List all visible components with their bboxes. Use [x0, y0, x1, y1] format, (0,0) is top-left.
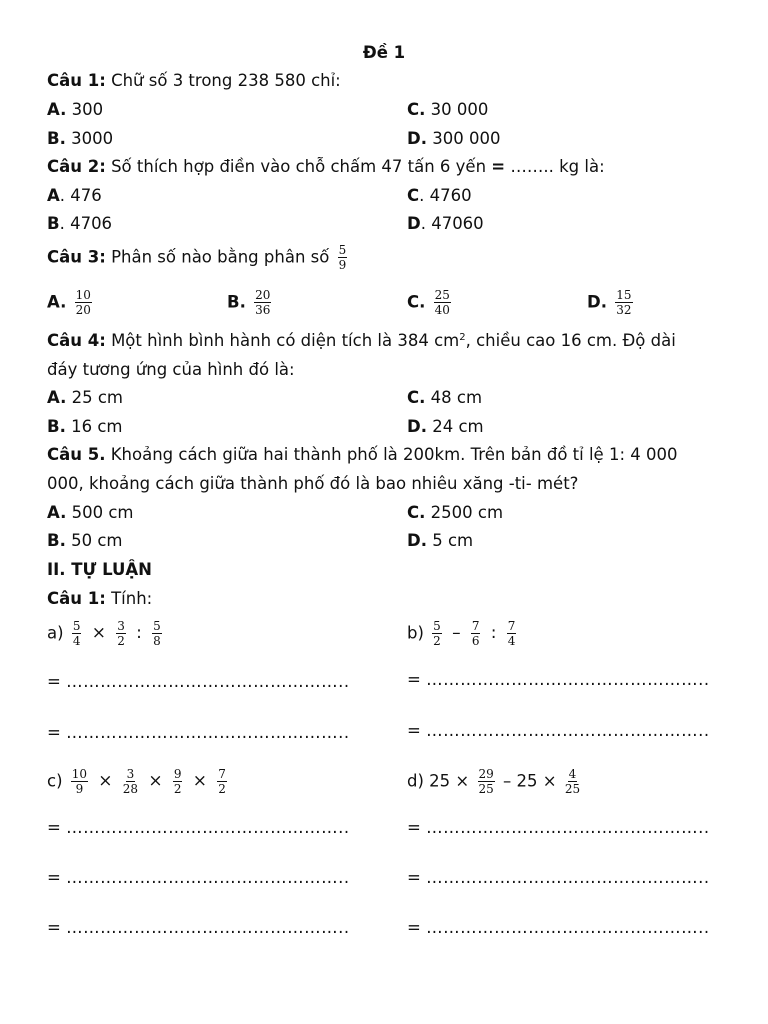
fraction — [72, 620, 82, 647]
q2-option-a — [47, 188, 102, 205]
option-letter: B. — [47, 129, 66, 148]
fraction — [478, 768, 495, 795]
option-text: 50 cm — [65, 531, 123, 550]
fraction — [338, 244, 348, 271]
option-letter: A. — [47, 388, 67, 407]
expression-label: a) — [47, 623, 64, 643]
equals-sign: = — [47, 868, 61, 887]
denominator: 20 — [75, 303, 91, 317]
numerator: 7 — [507, 619, 516, 633]
question-text: Một hình bình hành có diện tích là 384 cm — [105, 331, 460, 350]
fraction — [75, 289, 92, 316]
denominator: 2 — [433, 634, 441, 648]
option-text: 5 cm — [426, 531, 474, 550]
denominator: 4 — [72, 634, 81, 648]
denominator: 9 — [338, 258, 347, 272]
denominator: 2 — [117, 634, 125, 648]
answer-line[interactable] — [47, 870, 350, 887]
option-letter: D — [407, 214, 421, 233]
fraction — [507, 620, 517, 647]
answer-line[interactable] — [47, 920, 350, 937]
option-text: 500 cm — [66, 503, 134, 522]
q5-option-d — [407, 533, 473, 550]
denominator: 9 — [75, 782, 84, 796]
question-label: Câu 1: — [47, 71, 106, 90]
equals-sign: = — [491, 157, 506, 176]
option-letter: A. — [47, 503, 67, 522]
expression-term: 25 × — [429, 771, 470, 791]
question-text: Tính: — [105, 589, 153, 608]
operator: × — [148, 771, 163, 791]
expression-c — [47, 768, 230, 795]
option-letter: D. — [587, 292, 607, 312]
numerator: 7 — [218, 767, 226, 781]
option-text: 48 cm — [425, 388, 483, 407]
question-text: Chữ số 3 trong 238 580 chỉ: — [105, 71, 341, 90]
expression-a — [47, 620, 165, 647]
denominator: 32 — [616, 303, 632, 317]
question-label: Câu 2: — [47, 157, 106, 176]
q4-option-b — [47, 419, 123, 436]
fraction — [565, 768, 580, 795]
option-letter: B. — [47, 531, 66, 550]
option-text: 16 cm — [65, 417, 123, 436]
numerator: 9 — [173, 767, 182, 781]
fraction — [217, 768, 227, 795]
question-4 — [47, 333, 676, 350]
q3-option-a — [47, 289, 95, 316]
option-text: 2500 cm — [425, 503, 504, 522]
answer-line[interactable] — [47, 820, 350, 837]
denominator: 25 — [564, 782, 581, 796]
fraction — [116, 620, 126, 647]
blank-dots: ………………………………………….. — [426, 868, 710, 887]
essay-question-1 — [47, 591, 152, 608]
question-label: Câu 1: — [47, 589, 106, 608]
q2-option-d — [407, 216, 484, 233]
option-text: . 4706 — [59, 214, 113, 233]
option-letter: B — [47, 214, 60, 233]
equals-sign: = — [407, 868, 421, 887]
q3-option-c — [407, 289, 454, 316]
denominator: 36 — [255, 303, 271, 317]
answer-line[interactable] — [407, 870, 710, 887]
fraction — [152, 620, 162, 647]
numerator: 5 — [338, 243, 347, 257]
denominator: 2 — [173, 782, 182, 796]
blank-dots: ………………………………………….. — [66, 723, 350, 742]
question-5 — [47, 447, 677, 464]
numerator: 10 — [75, 288, 91, 302]
denominator: 25 — [478, 782, 494, 796]
operator: : — [136, 623, 142, 643]
question-text-end: …….. kg là: — [505, 157, 605, 176]
expression-label: b) — [407, 623, 424, 643]
q4-option-c — [407, 390, 482, 407]
section-heading: II. TỰ LUẬN — [47, 560, 152, 579]
fraction — [432, 620, 442, 647]
option-text: 24 cm — [426, 417, 484, 436]
q5-option-a — [47, 505, 134, 522]
option-text: 3000 — [65, 129, 114, 148]
q5-option-c — [407, 505, 503, 522]
numerator: 7 — [471, 619, 480, 633]
expression-label: d) — [407, 771, 424, 791]
blank-dots: ………………………………………….. — [426, 918, 710, 937]
q4-option-d — [407, 419, 484, 436]
option-letter: B. — [227, 292, 246, 312]
blank-dots: ………………………………………….. — [66, 672, 350, 691]
numerator: 10 — [71, 767, 88, 781]
answer-line[interactable] — [47, 674, 350, 691]
operator: : — [490, 623, 497, 643]
option-letter: A. — [47, 100, 67, 119]
option-letter: D. — [407, 417, 427, 436]
numerator: 5 — [433, 619, 441, 633]
question-4-line-2: đáy tương ứng của hình đó là: — [47, 360, 295, 379]
expression-label: c) — [47, 771, 63, 791]
answer-line[interactable] — [407, 820, 710, 837]
question-1 — [47, 73, 341, 90]
option-letter: D. — [407, 129, 427, 148]
operator: × — [98, 771, 113, 791]
fraction — [615, 289, 632, 316]
numerator: 3 — [126, 767, 135, 781]
numerator: 25 — [434, 288, 450, 302]
q1-option-d — [407, 131, 500, 148]
option-text: 25 cm — [66, 388, 123, 407]
operator: × — [192, 771, 207, 791]
question-5-line-2: 000, khoảng cách giữa thành phố đó là bao nhiêu xăng -ti- mét? — [47, 474, 579, 493]
equals-sign: = — [47, 672, 61, 691]
operator: – — [452, 623, 461, 643]
fraction — [173, 768, 183, 795]
q1-option-c — [407, 102, 488, 119]
question-text-cont: , chiều cao 16 cm. Độ dài — [465, 331, 676, 350]
denominator: 6 — [471, 634, 480, 648]
question-label: Câu 4: — [47, 331, 106, 350]
option-text: . 4760 — [419, 186, 472, 205]
denominator: 4 — [507, 634, 516, 648]
blank-dots: ………………………………………….. — [426, 818, 710, 837]
denominator: 28 — [122, 782, 139, 796]
fraction — [123, 768, 138, 795]
fraction — [471, 620, 481, 647]
blank-dots: ………………………………………….. — [66, 818, 350, 837]
denominator: 2 — [218, 782, 226, 796]
q1-option-a — [47, 102, 103, 119]
question-text: Khoảng cách giữa hai thành phố là 200km. Trên bản đồ tỉ lệ 1: 4 000 — [105, 445, 678, 464]
option-letter: B. — [47, 417, 66, 436]
blank-dots: ………………………………………….. — [426, 670, 710, 689]
q3-option-b — [227, 289, 274, 316]
option-text: . 476 — [59, 186, 102, 205]
expression-d — [407, 768, 583, 795]
numerator: 29 — [478, 767, 494, 781]
option-letter: C. — [407, 388, 426, 407]
question-2 — [47, 159, 605, 176]
question-text: Phân số nào bằng phân số — [105, 247, 335, 267]
option-letter: A. — [47, 292, 67, 312]
equals-sign: = — [47, 818, 61, 837]
equals-sign: = — [407, 721, 421, 740]
fraction — [254, 289, 271, 316]
expression-b — [407, 620, 519, 647]
q4-option-a — [47, 390, 123, 407]
page-title: Đề 1 — [362, 43, 406, 62]
option-letter: C. — [407, 292, 426, 312]
q5-option-b — [47, 533, 123, 550]
blank-dots: ………………………………………….. — [66, 868, 350, 887]
q2-option-c — [407, 188, 472, 205]
question-3 — [47, 244, 350, 271]
blank-dots: ………………………………………….. — [66, 918, 350, 937]
option-letter: C. — [407, 100, 426, 119]
superscript: 2 — [459, 332, 466, 343]
equals-sign: = — [407, 818, 421, 837]
fraction — [434, 289, 451, 316]
option-text: 300 — [66, 100, 104, 119]
answer-line[interactable] — [407, 920, 710, 937]
equals-sign: = — [407, 918, 421, 937]
answer-line[interactable] — [407, 723, 710, 740]
numerator: 3 — [117, 619, 125, 633]
operator: × — [91, 623, 106, 643]
denominator: 8 — [153, 634, 161, 648]
option-text: 300 000 — [426, 129, 501, 148]
option-letter: C — [407, 186, 420, 205]
q2-option-b — [47, 216, 112, 233]
q1-option-b — [47, 131, 113, 148]
numerator: 5 — [153, 619, 161, 633]
equals-sign: = — [407, 670, 421, 689]
option-text: 30 000 — [425, 100, 489, 119]
equals-sign: = — [47, 918, 61, 937]
numerator: 5 — [72, 619, 81, 633]
equals-sign: = — [47, 723, 61, 742]
option-letter: C. — [407, 503, 426, 522]
option-letter: D. — [407, 531, 427, 550]
denominator: 40 — [434, 303, 450, 317]
fraction — [71, 768, 88, 795]
question-text: Số thích hợp điền vào chỗ chấm 47 tấn 6 yến — [105, 157, 492, 176]
numerator: 15 — [616, 288, 632, 302]
question-label: Câu 5. — [47, 445, 106, 464]
option-letter: A — [47, 186, 60, 205]
expression-term: – 25 × — [503, 771, 557, 791]
numerator: 20 — [255, 288, 271, 302]
blank-dots: ………………………………………….. — [426, 721, 710, 740]
option-text: . 47060 — [420, 214, 484, 233]
q3-option-d — [587, 289, 636, 316]
numerator: 4 — [568, 767, 577, 781]
answer-line[interactable] — [47, 725, 350, 742]
answer-line[interactable] — [407, 672, 710, 689]
question-label: Câu 3: — [47, 247, 106, 267]
